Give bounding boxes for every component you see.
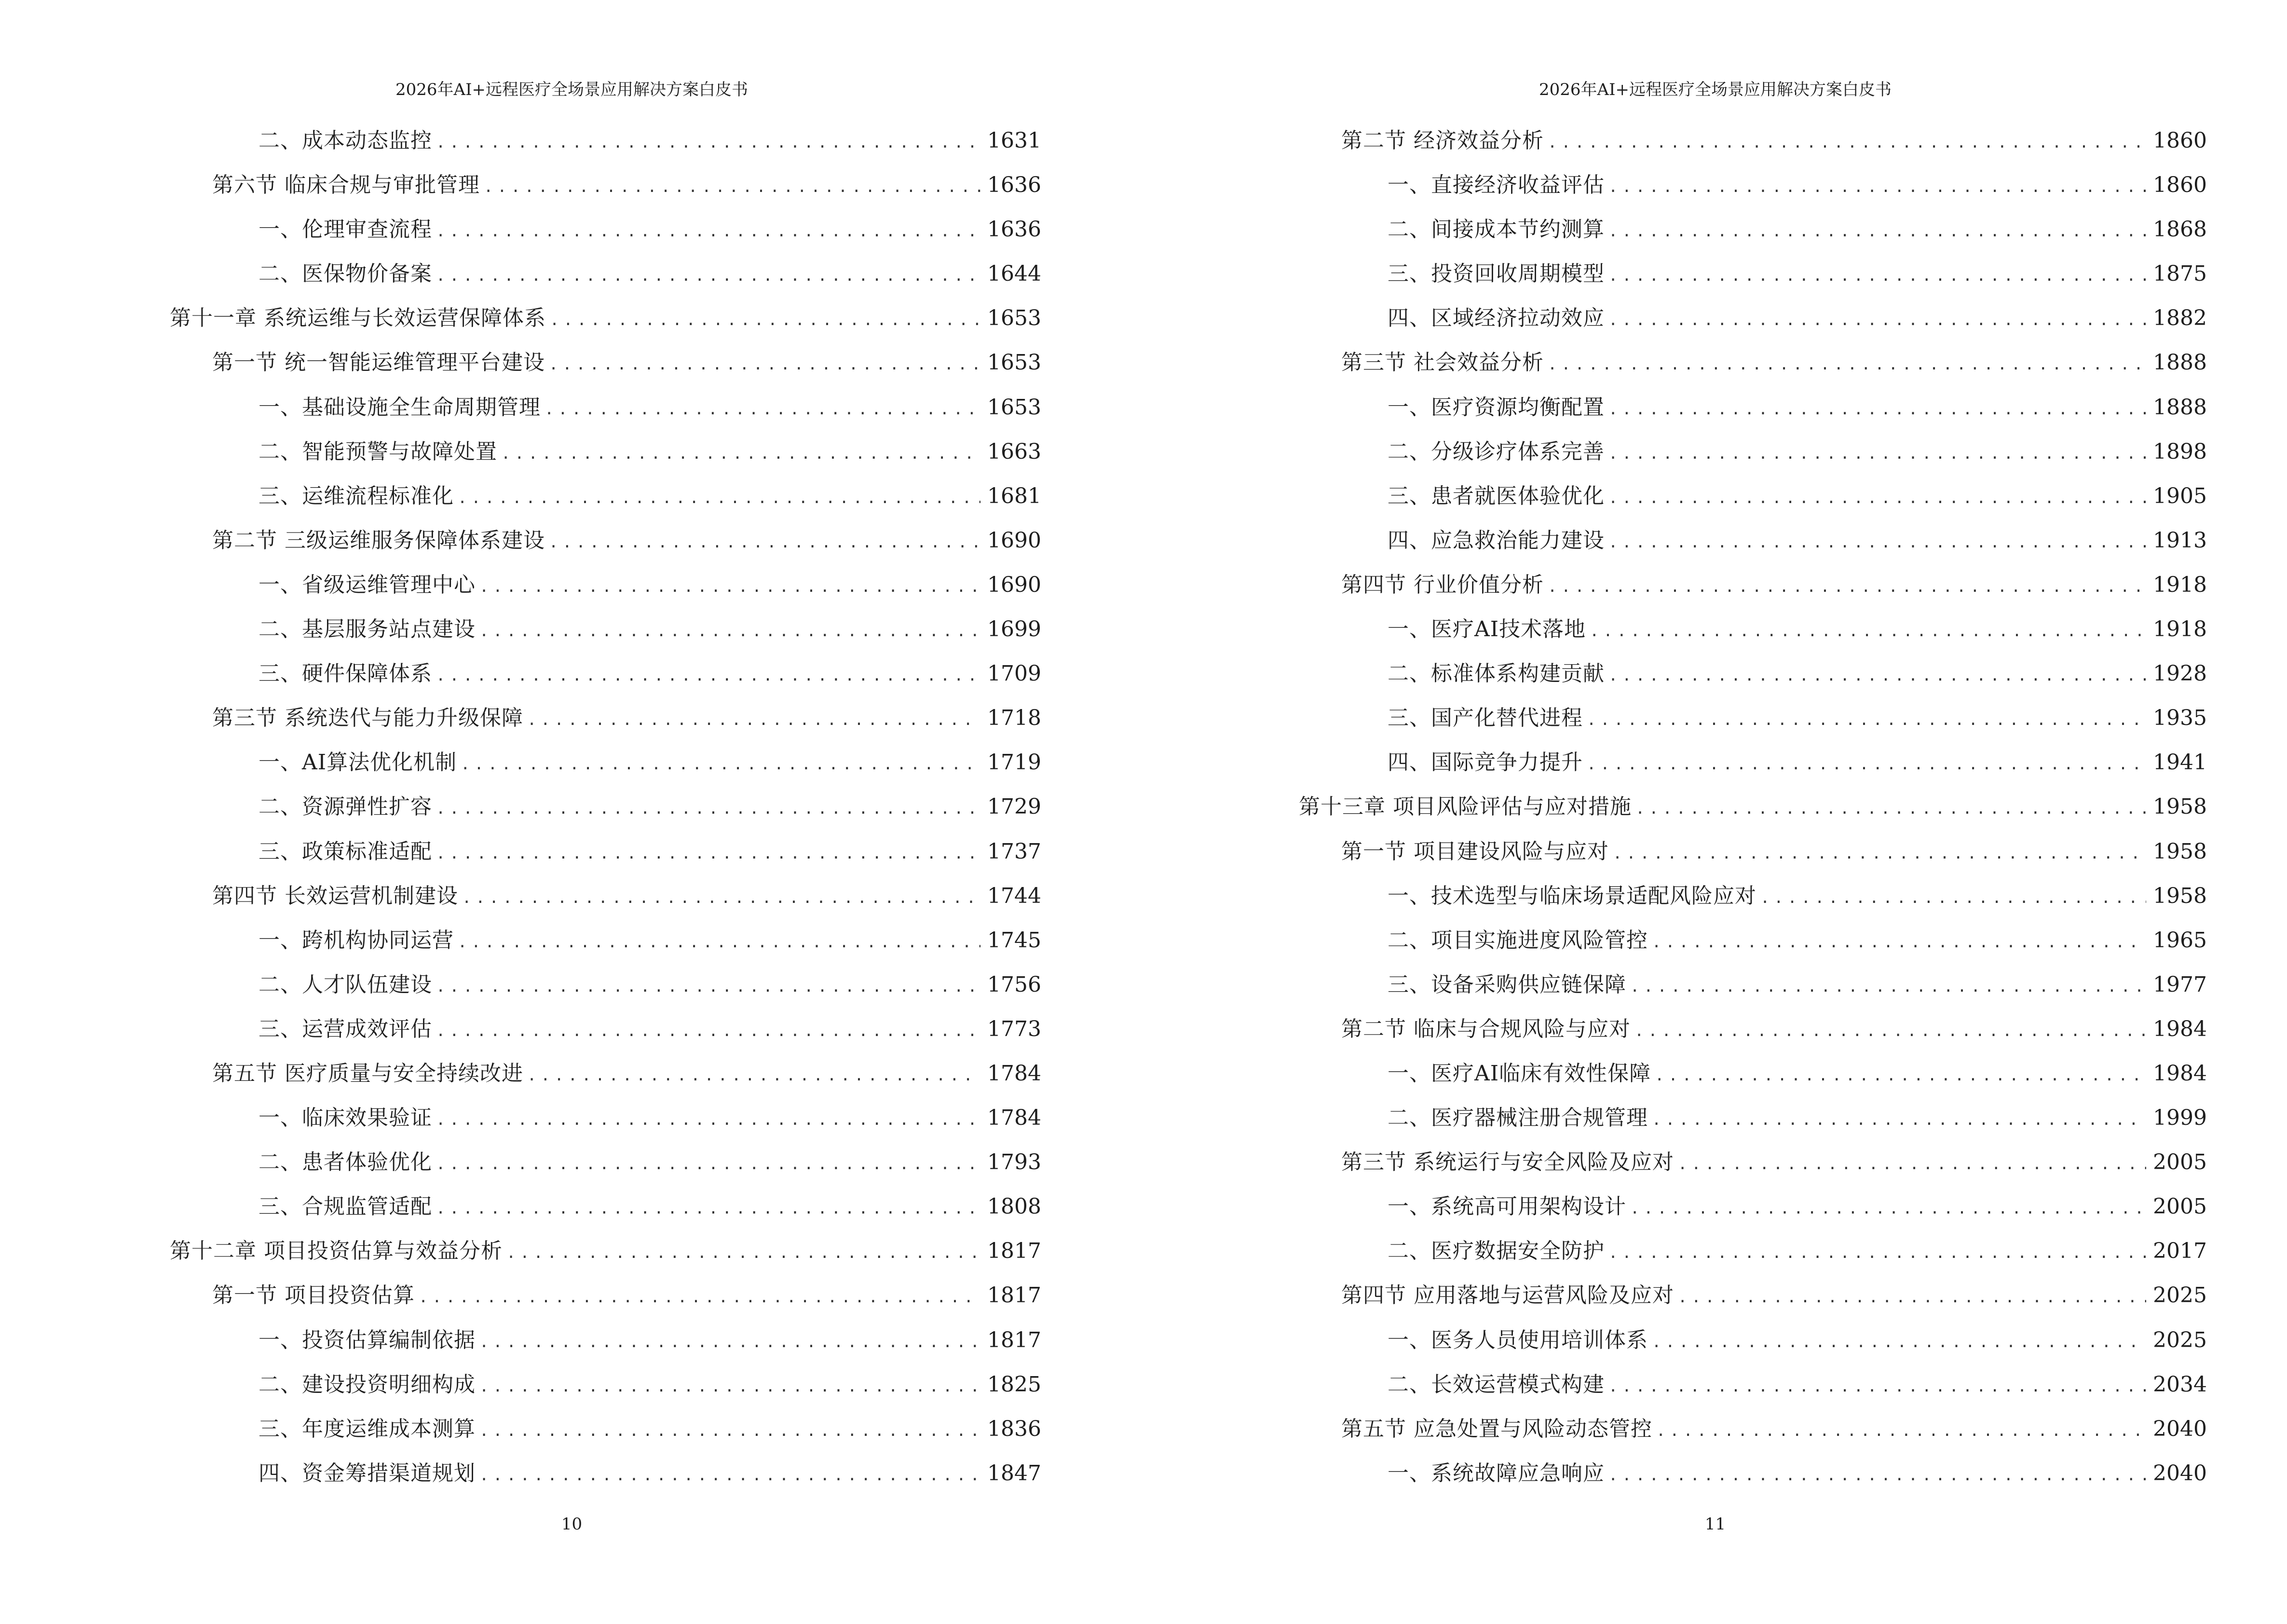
dot-leader	[1613, 831, 2146, 875]
toc-entry-page-number: 1913	[2153, 528, 2207, 553]
toc-entry-item	[1299, 1096, 2207, 1140]
toc-entry-item	[1299, 1318, 2207, 1363]
toc-entry-title: 一、基础设施全生命周期管理	[259, 395, 541, 420]
dot-leader	[479, 1408, 980, 1453]
toc-entry-item	[1299, 430, 2207, 474]
toc-entry-page-number: 1663	[987, 439, 1041, 464]
toc-entry-page-number: 1729	[987, 794, 1041, 819]
toc-entry-title: 一、省级运维管理中心	[259, 572, 476, 597]
page-number: 11	[1704, 1515, 1726, 1534]
toc-entry-item	[170, 1096, 1041, 1140]
toc-entry-title: 四、国际竞争力提升	[1388, 750, 1583, 775]
toc-entry-page-number: 1718	[987, 706, 1041, 731]
toc-entry-title: 三、设备采购供应链保障	[1388, 972, 1626, 997]
dot-leader	[527, 697, 980, 742]
toc-entry-title: 第一节 项目投资估算	[212, 1283, 415, 1308]
toc-entry-title: 一、技术选型与临床场景适配风险应对	[1388, 883, 1756, 908]
toc-entry-title: 第四节 行业价值分析	[1341, 572, 1544, 597]
toc-entry-title: 一、医务人员使用培训体系	[1388, 1327, 1648, 1352]
toc-entry-title: 二、长效运营模式构建	[1388, 1372, 1605, 1397]
toc-entry-page-number: 1888	[2153, 395, 2207, 420]
toc-entry-item	[170, 207, 1041, 252]
dot-leader	[1635, 786, 2146, 831]
toc-entry-page-number: 1756	[987, 972, 1041, 997]
dot-leader	[1608, 1453, 2146, 1497]
toc-entry-page-number: 2017	[2153, 1239, 2207, 1264]
toc-entry-title: 三、运维流程标准化	[259, 483, 454, 508]
dot-leader	[1634, 1009, 2146, 1053]
toc-entry-page-number: 1941	[2153, 750, 2207, 775]
toc-entry-item	[1299, 296, 2207, 341]
toc-entry-section	[1299, 1007, 2207, 1051]
dot-leader	[549, 342, 980, 386]
dot-leader	[436, 120, 980, 164]
dot-leader	[550, 298, 980, 342]
toc-entry-page-number: 1882	[2153, 306, 2207, 331]
toc-entry-item	[1299, 1051, 2207, 1096]
toc-entry-title: 一、系统故障应急响应	[1388, 1460, 1605, 1486]
toc-entry-title: 一、投资估算编制依据	[259, 1327, 476, 1352]
toc-entry-title: 第四节 应用落地与运营风险及应对	[1341, 1283, 1674, 1308]
toc-entry-item	[1299, 474, 2207, 519]
toc-entry-item	[170, 785, 1041, 829]
toc-entry-item	[170, 963, 1041, 1007]
toc-entry-title: 二、医疗器械注册合规管理	[1388, 1105, 1648, 1131]
dot-leader	[1652, 920, 2146, 964]
toc-entry-section	[1299, 1407, 2207, 1451]
toc-entry-title: 二、分级诊疗体系完善	[1388, 439, 1605, 464]
toc-entry-section	[170, 519, 1041, 563]
dot-leader	[458, 920, 980, 964]
toc-entry-item	[1299, 163, 2207, 207]
toc-entry-item	[1299, 252, 2207, 296]
dot-leader	[1656, 1408, 2146, 1453]
toc-entry-page-number: 1793	[987, 1150, 1041, 1175]
toc-entry-item	[1299, 607, 2207, 652]
toc-entry-page-number: 1745	[987, 928, 1041, 953]
toc-entry-title: 第五节 医疗质量与安全持续改进	[212, 1061, 523, 1086]
toc-entry-item	[170, 474, 1041, 519]
dot-leader	[1655, 1053, 2146, 1097]
toc-entry-page-number: 1719	[987, 750, 1041, 775]
dot-leader	[1608, 653, 2146, 697]
toc-entry-page-number: 1958	[2153, 794, 2207, 819]
dot-leader	[1608, 209, 2146, 253]
toc-entry-page-number: 1918	[2153, 572, 2207, 597]
toc-entry-item	[1299, 652, 2207, 696]
toc-entry-title: 二、间接成本节约测算	[1388, 217, 1605, 242]
toc-entry-title: 二、人才队伍建设	[259, 972, 432, 997]
toc-entry-page-number: 1817	[987, 1283, 1041, 1308]
dot-leader	[1678, 1275, 2146, 1319]
toc-entry-page-number: 2025	[2153, 1327, 2207, 1352]
table-of-contents	[170, 119, 1041, 1486]
toc-entry-page-number: 1898	[2153, 439, 2207, 464]
toc-entry-title: 三、年度运维成本测算	[259, 1416, 476, 1441]
toc-entry-page-number: 1836	[987, 1416, 1041, 1441]
toc-entry-page-number: 2040	[2153, 1460, 2207, 1486]
dot-leader	[479, 1320, 980, 1364]
toc-entry-chapter	[170, 1229, 1041, 1273]
dot-leader	[1548, 342, 2146, 386]
dot-leader	[1608, 431, 2146, 476]
dot-leader	[479, 1364, 980, 1408]
toc-entry-item	[1299, 1363, 2207, 1407]
toc-entry-item	[170, 1185, 1041, 1229]
dot-leader	[484, 164, 980, 209]
toc-entry-item	[170, 652, 1041, 696]
toc-entry-title: 一、医疗资源均衡配置	[1388, 395, 1605, 420]
toc-entry-item	[170, 1318, 1041, 1363]
toc-entry-item	[170, 1451, 1041, 1496]
toc-entry-title: 一、系统高可用架构设计	[1388, 1194, 1626, 1219]
toc-entry-title: 一、临床效果验证	[259, 1105, 432, 1131]
toc-entry-title: 第一节 项目建设风险与应对	[1341, 839, 1609, 864]
toc-entry-item	[1299, 1185, 2207, 1229]
toc-entry-title: 三、国产化替代进程	[1388, 706, 1583, 731]
dot-leader	[436, 1009, 980, 1053]
toc-entry-item	[170, 1363, 1041, 1407]
toc-entry-title: 一、伦理审查流程	[259, 217, 432, 242]
toc-entry-title: 二、项目实施进度风险管控	[1388, 928, 1648, 953]
dot-leader	[436, 1186, 980, 1230]
dot-leader	[1587, 697, 2146, 742]
dot-leader	[479, 609, 980, 653]
toc-entry-page-number: 1999	[2153, 1105, 2207, 1131]
toc-entry-title: 第十二章 项目投资估算与效益分析	[170, 1239, 503, 1264]
dot-leader	[436, 653, 980, 697]
dot-leader	[1608, 253, 2146, 298]
dot-leader	[436, 786, 980, 831]
right-page	[1144, 0, 2287, 1624]
toc-entry-page-number: 1860	[2153, 173, 2207, 198]
toc-entry-page-number: 1958	[2153, 839, 2207, 864]
dot-leader	[1608, 520, 2146, 564]
toc-entry-item	[170, 385, 1041, 430]
toc-entry-item	[170, 1407, 1041, 1451]
toc-entry-page-number: 1918	[2153, 617, 2207, 642]
toc-entry-section	[170, 1051, 1041, 1096]
toc-entry-title: 第四节 长效运营机制建设	[212, 883, 458, 908]
toc-entry-title: 三、合规监管适配	[259, 1194, 432, 1219]
toc-entry-page-number: 1935	[2153, 706, 2207, 731]
toc-entry-title: 一、AI算法优化机制	[259, 750, 457, 775]
toc-entry-page-number: 1928	[2153, 661, 2207, 686]
toc-entry-page-number: 1888	[2153, 350, 2207, 375]
toc-entry-section	[1299, 1273, 2207, 1318]
dot-leader	[1608, 387, 2146, 431]
dot-leader	[458, 476, 980, 520]
toc-entry-page-number: 1984	[2153, 1061, 2207, 1086]
toc-entry-page-number: 1817	[987, 1239, 1041, 1264]
dot-leader	[461, 742, 980, 786]
toc-entry-item	[170, 607, 1041, 652]
dot-leader	[1630, 964, 2146, 1009]
toc-entry-title: 第十三章 项目风险评估与应对措施	[1299, 794, 1632, 819]
toc-entry-title: 二、资源弹性扩容	[259, 794, 432, 819]
toc-entry-item	[1299, 963, 2207, 1007]
dot-leader	[1608, 164, 2146, 209]
toc-entry-item	[1299, 1229, 2207, 1273]
toc-entry-title: 二、建设投资明细构成	[259, 1372, 476, 1397]
toc-entry-item	[170, 563, 1041, 607]
toc-entry-page-number: 1681	[987, 483, 1041, 508]
toc-entry-title: 第二节 临床与合规风险与应对	[1341, 1016, 1631, 1041]
toc-entry-title: 三、硬件保障体系	[259, 661, 432, 686]
dot-leader	[501, 431, 980, 476]
toc-entry-page-number: 1690	[987, 572, 1041, 597]
dot-leader	[436, 1142, 980, 1186]
toc-entry-page-number: 1644	[987, 261, 1041, 287]
toc-entry-page-number: 1744	[987, 883, 1041, 908]
toc-entry-title: 第五节 应急处置与风险动态管控	[1341, 1416, 1652, 1441]
dot-leader	[479, 564, 980, 609]
toc-entry-section	[1299, 341, 2207, 385]
dot-leader	[545, 387, 980, 431]
toc-entry-section	[1299, 563, 2207, 607]
toc-entry-item	[1299, 207, 2207, 252]
dot-leader	[436, 209, 980, 253]
toc-entry-item	[170, 830, 1041, 874]
dot-leader	[1760, 875, 2146, 920]
toc-entry-title: 第三节 社会效益分析	[1341, 350, 1544, 375]
toc-entry-item	[170, 1007, 1041, 1051]
toc-entry-page-number: 1875	[2153, 261, 2207, 287]
dot-leader	[419, 1275, 980, 1319]
toc-entry-item	[1299, 696, 2207, 740]
toc-entry-item	[1299, 740, 2207, 785]
toc-entry-title: 第二节 三级运维服务保障体系建设	[212, 528, 545, 553]
toc-entry-title: 四、资金筹措渠道规划	[259, 1460, 476, 1486]
toc-entry-section	[170, 341, 1041, 385]
toc-entry-section	[170, 874, 1041, 918]
toc-entry-item	[1299, 519, 2207, 563]
dot-leader	[1590, 609, 2146, 653]
toc-entry-page-number: 1784	[987, 1061, 1041, 1086]
toc-entry-title: 二、智能预警与故障处置	[259, 439, 497, 464]
toc-entry-title: 一、跨机构协同运营	[259, 928, 454, 953]
toc-entry-page-number: 1737	[987, 839, 1041, 864]
toc-entry-title: 二、患者体验优化	[259, 1150, 432, 1175]
toc-entry-page-number: 1636	[987, 173, 1041, 198]
toc-entry-chapter	[1299, 785, 2207, 829]
toc-entry-page-number: 1868	[2153, 217, 2207, 242]
toc-entry-title: 一、直接经济收益评估	[1388, 173, 1605, 198]
toc-entry-page-number: 2005	[2153, 1150, 2207, 1175]
dot-leader	[1652, 1097, 2146, 1142]
toc-entry-page-number: 1860	[2153, 128, 2207, 153]
dot-leader	[1548, 564, 2146, 609]
toc-entry-title: 第十一章 系统运维与长效运营保障体系	[170, 306, 546, 331]
toc-entry-page-number: 1636	[987, 217, 1041, 242]
toc-entry-page-number: 1825	[987, 1372, 1041, 1397]
table-of-contents	[1299, 119, 2207, 1486]
toc-entry-item	[1299, 385, 2207, 430]
toc-entry-title: 二、医保物价备案	[259, 261, 432, 287]
toc-entry-page-number: 1984	[2153, 1016, 2207, 1041]
toc-entry-title: 第二节 经济效益分析	[1341, 128, 1544, 153]
toc-entry-page-number: 1773	[987, 1016, 1041, 1041]
toc-entry-item	[1299, 1451, 2207, 1496]
dot-leader	[479, 1453, 980, 1497]
toc-entry-page-number: 1709	[987, 661, 1041, 686]
toc-entry-item	[170, 119, 1041, 163]
toc-entry-section	[170, 163, 1041, 207]
toc-entry-title: 二、基层服务站点建设	[259, 617, 476, 642]
dot-leader	[1630, 1186, 2146, 1230]
toc-entry-page-number: 2005	[2153, 1194, 2207, 1219]
toc-entry-section	[170, 1273, 1041, 1318]
toc-entry-title: 四、区域经济拉动效应	[1388, 306, 1605, 331]
toc-entry-item	[170, 430, 1041, 474]
toc-entry-page-number: 2040	[2153, 1416, 2207, 1441]
toc-entry-page-number: 1653	[987, 306, 1041, 331]
toc-entry-title: 第三节 系统运行与安全风险及应对	[1341, 1150, 1674, 1175]
toc-entry-page-number: 1631	[987, 128, 1041, 153]
toc-entry-page-number: 1653	[987, 350, 1041, 375]
page-number: 10	[561, 1515, 583, 1534]
toc-entry-section	[1299, 119, 2207, 163]
toc-entry-page-number: 1905	[2153, 483, 2207, 508]
toc-entry-title: 一、医疗AI临床有效性保障	[1388, 1061, 1651, 1086]
toc-entry-title: 第六节 临床合规与审批管理	[212, 173, 480, 198]
dot-leader	[436, 831, 980, 875]
toc-entry-page-number: 1817	[987, 1327, 1041, 1352]
toc-entry-page-number: 1808	[987, 1194, 1041, 1219]
toc-entry-page-number: 1784	[987, 1105, 1041, 1131]
toc-entry-page-number: 1965	[2153, 928, 2207, 953]
toc-entry-page-number: 2034	[2153, 1372, 2207, 1397]
toc-entry-item	[170, 252, 1041, 296]
toc-entry-section	[170, 696, 1041, 740]
toc-entry-page-number: 2025	[2153, 1283, 2207, 1308]
toc-entry-title: 二、标准体系构建贡献	[1388, 661, 1605, 686]
toc-entry-item	[170, 1140, 1041, 1185]
toc-entry-section	[1299, 1140, 2207, 1185]
dot-leader	[1608, 476, 2146, 520]
toc-entry-title: 三、患者就医体验优化	[1388, 483, 1605, 508]
toc-entry-page-number: 1653	[987, 395, 1041, 420]
dot-leader	[1608, 1230, 2146, 1275]
toc-entry-item	[170, 740, 1041, 785]
toc-entry-title: 三、投资回收周期模型	[1388, 261, 1605, 287]
dot-leader	[1548, 120, 2146, 164]
dot-leader	[549, 520, 980, 564]
toc-entry-chapter	[170, 296, 1041, 341]
dot-leader	[1652, 1320, 2146, 1364]
dot-leader	[1678, 1142, 2146, 1186]
dot-leader	[506, 1230, 980, 1275]
toc-entry-title: 二、成本动态监控	[259, 128, 432, 153]
toc-entry-page-number: 1690	[987, 528, 1041, 553]
toc-entry-page-number: 1699	[987, 617, 1041, 642]
dot-leader	[436, 253, 980, 298]
dot-leader	[436, 1097, 980, 1142]
toc-entry-page-number: 1847	[987, 1460, 1041, 1486]
dot-leader	[527, 1053, 980, 1097]
toc-entry-page-number: 1958	[2153, 883, 2207, 908]
toc-entry-section	[1299, 830, 2207, 874]
toc-entry-item	[1299, 874, 2207, 918]
dot-leader	[462, 875, 980, 920]
dot-leader	[1587, 742, 2146, 786]
toc-entry-title: 二、医疗数据安全防护	[1388, 1239, 1605, 1264]
toc-entry-title: 三、政策标准适配	[259, 839, 432, 864]
running-header: 2026年AI+远程医疗全场景应用解决方案白皮书	[1539, 80, 1892, 99]
toc-entry-item	[1299, 918, 2207, 963]
toc-entry-title: 三、运营成效评估	[259, 1016, 432, 1041]
running-header: 2026年AI+远程医疗全场景应用解决方案白皮书	[395, 80, 748, 99]
toc-entry-title: 四、应急救治能力建设	[1388, 528, 1605, 553]
dot-leader	[1608, 1364, 2146, 1408]
toc-entry-item	[170, 918, 1041, 963]
dot-leader	[436, 964, 980, 1009]
toc-entry-title: 第一节 统一智能运维管理平台建设	[212, 350, 545, 375]
toc-entry-title: 一、医疗AI技术落地	[1388, 617, 1586, 642]
dot-leader	[1608, 298, 2146, 342]
toc-entry-page-number: 1977	[2153, 972, 2207, 997]
toc-entry-title: 第三节 系统迭代与能力升级保障	[212, 706, 523, 731]
